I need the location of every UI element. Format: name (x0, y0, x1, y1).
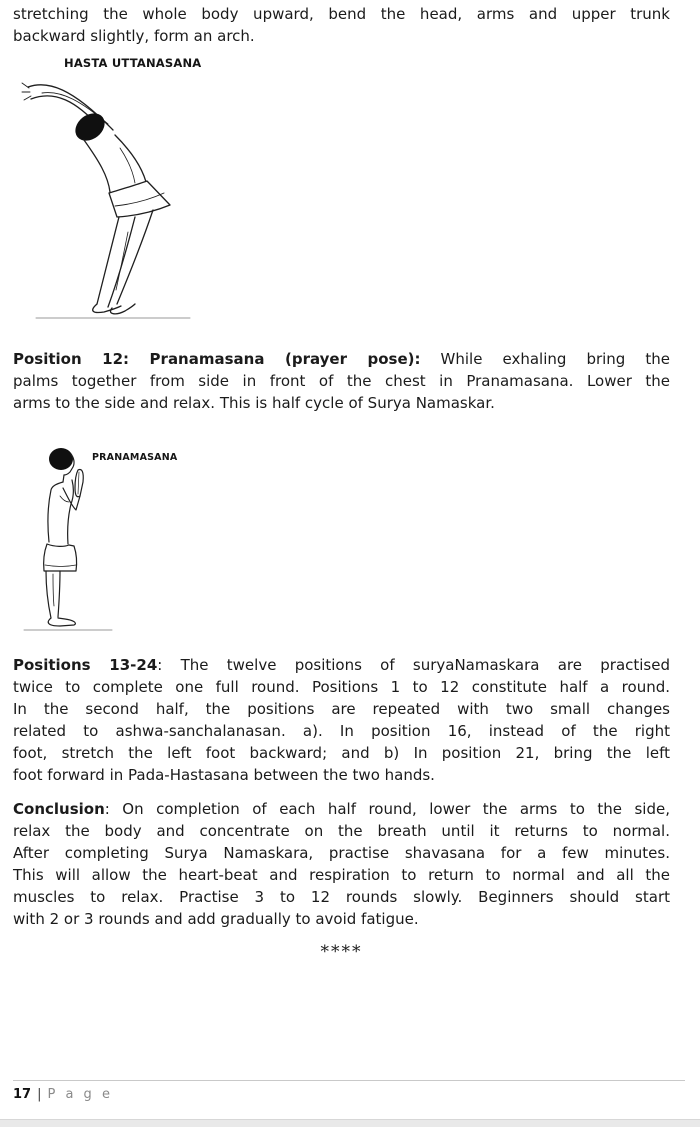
page-footer (13, 1086, 113, 1104)
text-run: In the second half, the positions are repeated with two small changes (13, 700, 670, 718)
paragraph-positions-13-24 (13, 654, 670, 786)
page-number: 17 (13, 1087, 32, 1102)
text-line (13, 886, 670, 908)
text-run: palms together from side in front of the chest in Pranamasana. Lower the (13, 372, 670, 390)
text-run: While exhaling bring the (420, 350, 670, 368)
text-run: : On completion of each half round, lower the arms to the side, (104, 800, 670, 818)
text-line (13, 908, 670, 930)
paragraph-intro (13, 3, 670, 47)
asterisk-separator: **** (320, 942, 363, 962)
figure2-caption: PRANAMASANA (92, 452, 178, 463)
text-run: This will allow the heart-beat and respiration to return to normal and all the (13, 866, 670, 884)
text-run: with 2 or 3 rounds and add gradually to avoid fatigue. (13, 910, 419, 928)
text-run: foot, stretch the left foot backward; and b) In position 21, bring the left (13, 744, 670, 762)
text-line (13, 764, 670, 786)
text-line (13, 3, 670, 25)
text-line (13, 798, 670, 820)
text-run: backward slightly, form an arch. (13, 27, 255, 45)
text-line (13, 698, 670, 720)
text-line (13, 25, 670, 47)
footer-divider-rule (13, 1080, 685, 1081)
text-run: twice to complete one full round. Positions 1 to 12 constitute half a round. (13, 678, 670, 696)
text-run: related to ashwa-sanchalanasan. a). In position 16, instead of the right (13, 722, 670, 740)
text-run: After completing Surya Namaskara, practise shavasana for a few minutes. (13, 844, 670, 862)
text-run: arms to the side and relax. This is half cycle of Surya Namaskar. (13, 394, 495, 412)
viewport-bottom-strip (0, 1119, 700, 1127)
text-run: stretching the whole body upward, bend the head, arms and upper trunk (13, 5, 670, 23)
text-line (13, 392, 670, 414)
text-run: foot forward in Pada-Hastasana between the two hands. (13, 766, 435, 784)
text-line (13, 654, 670, 676)
footer-pipe: | (37, 1087, 42, 1102)
text-run: muscles to relax. Practise 3 to 12 rounds slowly. Beginners should start (13, 888, 670, 906)
figure1-hasta-uttanasana-illustration (20, 80, 200, 325)
figure2-pranamasana-illustration (16, 444, 146, 634)
figure1-caption: HASTA UTTANASANA (64, 56, 202, 70)
paragraph-position12 (13, 348, 670, 414)
bold-lead: Position 12: Pranamasana (prayer pose): (13, 350, 421, 368)
text-line (13, 820, 670, 842)
text-run: : The twelve positions of suryaNamaskara are practised (157, 656, 670, 674)
text-line (13, 864, 670, 886)
text-line (13, 348, 670, 370)
paragraph-conclusion (13, 798, 670, 930)
text-run: relax the body and concentrate on the breath until it returns to normal. (13, 822, 670, 840)
text-line (13, 676, 670, 698)
text-line (13, 370, 670, 392)
text-line (13, 742, 670, 764)
bold-lead: Positions 13-24 (13, 656, 158, 674)
bold-lead: Conclusion (13, 800, 105, 818)
text-line (13, 720, 670, 742)
footer-page-word: P a g e (47, 1087, 113, 1102)
text-line (13, 842, 670, 864)
